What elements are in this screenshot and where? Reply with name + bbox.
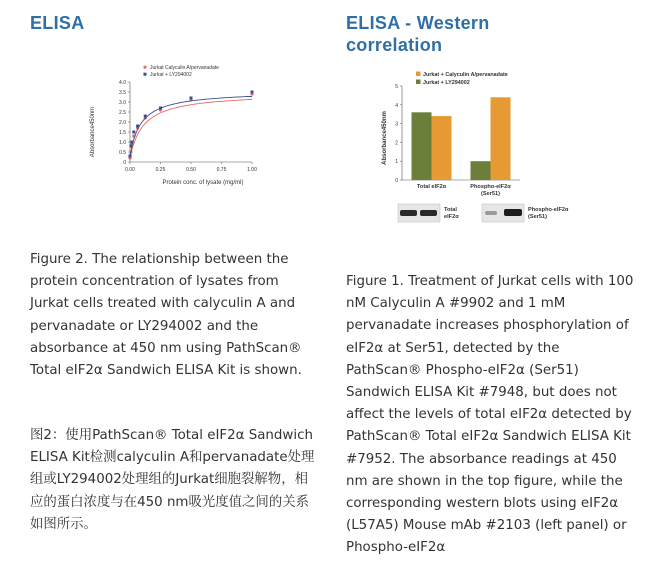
line-chart-ytick-label: 4.0 [119, 80, 126, 86]
line-chart-series-line [130, 96, 252, 156]
line-chart-xtick-label: 0.25 [155, 167, 166, 173]
line-chart-xtick-label: 0.50 [186, 167, 196, 173]
line-chart-point [132, 131, 135, 134]
line-chart-point [251, 91, 254, 94]
bar-chart-category-label: (Ser51) [481, 191, 500, 197]
bar-chart-ytick-label: 3 [395, 121, 398, 128]
line-chart-ytick-label: 2.5 [119, 110, 126, 116]
line-chart-point [129, 155, 132, 158]
bar-chart-ytick-label: 5 [395, 84, 398, 90]
bar-chart-ytick-label: 1 [395, 159, 398, 166]
line-chart-point [190, 97, 193, 100]
line-chart-point [144, 115, 147, 118]
bar-chart-legend-swatch [416, 72, 421, 77]
bar-chart-category-label: Phospho-eIF2α [470, 184, 511, 190]
line-chart-point [159, 107, 162, 110]
line-chart-ytick-label: 2.0 [119, 120, 126, 126]
elisa-western-heading: ELISA - Western correlation [346, 13, 490, 55]
bar-chart-bar [491, 97, 511, 180]
line-chart-point [129, 145, 132, 148]
elisa-heading: ELISA [30, 13, 85, 33]
elisa-line-chart [85, 62, 285, 190]
elisa-bar-chart [378, 68, 588, 236]
western-blot-phospho [482, 204, 569, 222]
line-chart-ytick-label: 1.0 [119, 140, 126, 146]
line-chart-ytick-label: 3.0 [119, 100, 126, 106]
elisa-figure [85, 62, 285, 190]
line-chart-xlabel: Protein conc. of lysate (mg/ml) [162, 180, 244, 186]
bar-chart-legend-swatch [416, 80, 421, 85]
line-chart-legend-marker [143, 66, 146, 69]
bar-chart-legend-label: Jurkat + Calyculin A/pervanadate [423, 72, 508, 78]
line-chart-xtick-label: 0.75 [216, 167, 227, 173]
line-chart-ytick-label: 0.5 [119, 150, 126, 156]
bar-chart-ytick-label: 2 [395, 140, 398, 147]
line-chart-legend-marker [144, 73, 147, 76]
bar-chart-bar [412, 112, 432, 180]
line-chart-point [130, 141, 133, 144]
figure1-caption: Figure 1. Treatment of Jurkat cells with 100 nM Calyculin A #9902 and 1 mM pervanadate increases phosphorylation of eIF2α at Ser51, detected by the PathScan® Phospho-eIF2α (Ser51) Sandwich ELISA Kit #7948, but does not affect the levels of total eIF2α detected by PathScan® Total eIF2α Sandwich ELISA Kit #7952. The absorbance readings at 450 nm are shown in the top figure, while the corresponding western blots using eIF2α (L57A5) Mouse mAb #2103 (left panel) or Phospho-eIF2α [346, 274, 634, 556]
blot-label-total-2: eIF2α [444, 214, 459, 220]
line-chart-xtick-label: 1.00 [247, 167, 257, 173]
bar-chart-category-label: Total eIF2α [416, 184, 447, 190]
line-chart-xtick-label: 0.00 [125, 167, 135, 173]
line-chart-ytick-label: 1.5 [119, 130, 126, 136]
line-chart-ylabel: Absorbance450nm [90, 106, 96, 158]
bar-chart-ytick-label: 0 [395, 178, 398, 184]
bar-chart-ytick-label: 4 [395, 102, 398, 109]
line-chart-ytick-label: 3.5 [119, 90, 126, 96]
bar-chart-bar [471, 161, 491, 180]
bar-chart-legend-label: Jurkat + LY294002 [423, 80, 470, 86]
blot-label-phospho-1: Phospho-eIF2α [528, 207, 569, 213]
bar-chart-bar [432, 116, 452, 180]
line-chart-legend-label: Jurkat + LY294002 [150, 72, 192, 78]
line-chart-ytick-label: 0 [123, 160, 126, 166]
figure2-caption-zh: 图2：使用PathScan® Total eIF2α Sandwich ELISA Kit检测calyculin A和pervanadate处理组或LY294002处理组的Jurkat细胞裂解物，相应的蛋白浓度与在450 nm吸光度值之间的关系如图所示。 [30, 428, 315, 532]
line-chart-legend-label: Jurkat Calyculin A/pervanadate [150, 65, 219, 71]
blot-label-total-1: Total [444, 207, 457, 213]
western-blot-total [398, 204, 459, 222]
blot-label-phospho-2: (Ser51) [528, 214, 547, 220]
line-chart-series-line [130, 99, 252, 158]
figure2-caption: Figure 2. The relationship between the protein concentration of lysates from Jurkat cells treated with calyculin A and pervanadate or LY294002 and the absorbance at 450 nm using PathScan® Total eIF2α Sandwich ELISA Kit is shown. [30, 252, 302, 379]
bar-chart-ylabel: Absorbance450nm [382, 111, 388, 165]
elisa-western-figure [378, 68, 588, 236]
line-chart-point [136, 125, 139, 128]
